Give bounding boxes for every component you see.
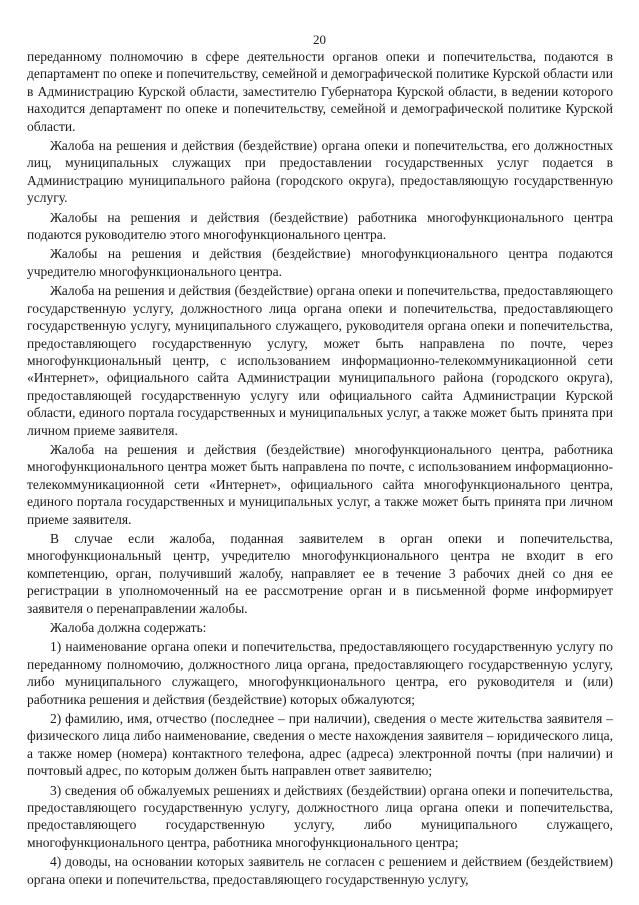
paragraph: В случае если жалоба, поданная заявителем в орган опеки и попечительства, многофункциональный центр, учредителю многофункционального центра не входит в его компетенцию, орган, получивший жалобу, направляет ее в течение 3 рабочих дней со дня ее регистрации в уполномоченный на ее рассмотрение орган и в письменной форме информирует заявителя о перенаправлении жалобы.: [27, 530, 613, 616]
list-item: 4) доводы, на основании которых заявитель не согласен с решением и действием (бездействием) органа опеки и попечительства, предоставляющего государственную услугу,: [27, 854, 613, 887]
paragraph: Жалоба должна содержать:: [50, 620, 207, 635]
paragraph: Жалоба на решения и действия (бездействие) многофункционального центра, работника многофункционального центра может быть направлена по почте, с использованием информационно-телекоммуникационной сети «Интернет», официального сайта многофункционального центра, единого портала государственных и муниципальных услуг, а также может быть принята при личном приеме заявителя.: [27, 441, 613, 527]
page-number: 20: [313, 32, 326, 47]
paragraph: Жалоба на решения и действия (бездействие) органа опеки и попечительства, предоставляющего государственную услугу, должностного лица органа опеки и попечительства, предоставляющего государственную услугу, муниципального служащего, руководителя органа опеки и попечительства, предоставляющего государственную услугу, может быть направлена по почте, через многофункциональный центр, с использованием информационно-телекоммуникационной сети «Интернет», официального сайта Администрации муниципального района (городского округа), предоставляющей государственную услугу или официального сайта Администрации Курской области, единого портала государственных и муниципальных услуг, а также может быть принята при личном приеме заявителя.: [27, 283, 613, 438]
list-item: 3) сведения об обжалуемых решениях и действиях (бездействии) органа опеки и попечительства, предоставляющего государственную услугу, должностного лица органа опеки и попечительства, предоставляющего государственную услугу, либо муниципального служащего, многофункционального центра, работника многофункционального центра;: [27, 782, 613, 850]
document-body: [27, 48, 613, 890]
paragraph: Жалоба на решения и действия (бездействие) органа опеки и попечительства, его должностных лиц, муниципальных служащих при предоставлении государственных услуг подается в Администрацию муниципального района (городского округа), предоставляющую государственную услугу.: [27, 138, 613, 206]
list-item: 2) фамилию, имя, отчество (последнее – при наличии), сведения о месте жительства заявителя – физического лица либо наименование, сведения о месте нахождения заявителя – юридического лица, а также номер (номера) контактного телефона, адрес (адреса) электронной почты (при наличии) и почтовый адрес, по которым должен быть направлен ответ заявителю;: [27, 711, 613, 779]
list-item: 1) наименование органа опеки и попечительства, предоставляющего государственную услугу по переданному полномочию, должностного лица органа, предоставляющего государственную услугу, либо муниципального служащего, многофункционального центра, его руководителя и (или) работника решения и действия (бездействие) которых обжалуются;: [27, 639, 613, 707]
paragraph: Жалобы на решения и действия (бездействие) многофункционального центра подаются учредителю многофункционального центра.: [27, 246, 613, 279]
paragraph: Жалобы на решения и действия (бездействие) работника многофункционального центра подаются руководителю этого многофункционального центра.: [27, 209, 613, 243]
paragraph-continuation: переданному полномочию в сфере деятельности органов опеки и попечительства, подаются в департамент по опеке и попечительству, семейной и демографической политике Курской области или в Администрацию Курской области, заместителю Губернатора Курской области, в ведении которого находится департамент по опеке и попечительству, семейной и демографической политике Курской области.: [27, 49, 613, 134]
